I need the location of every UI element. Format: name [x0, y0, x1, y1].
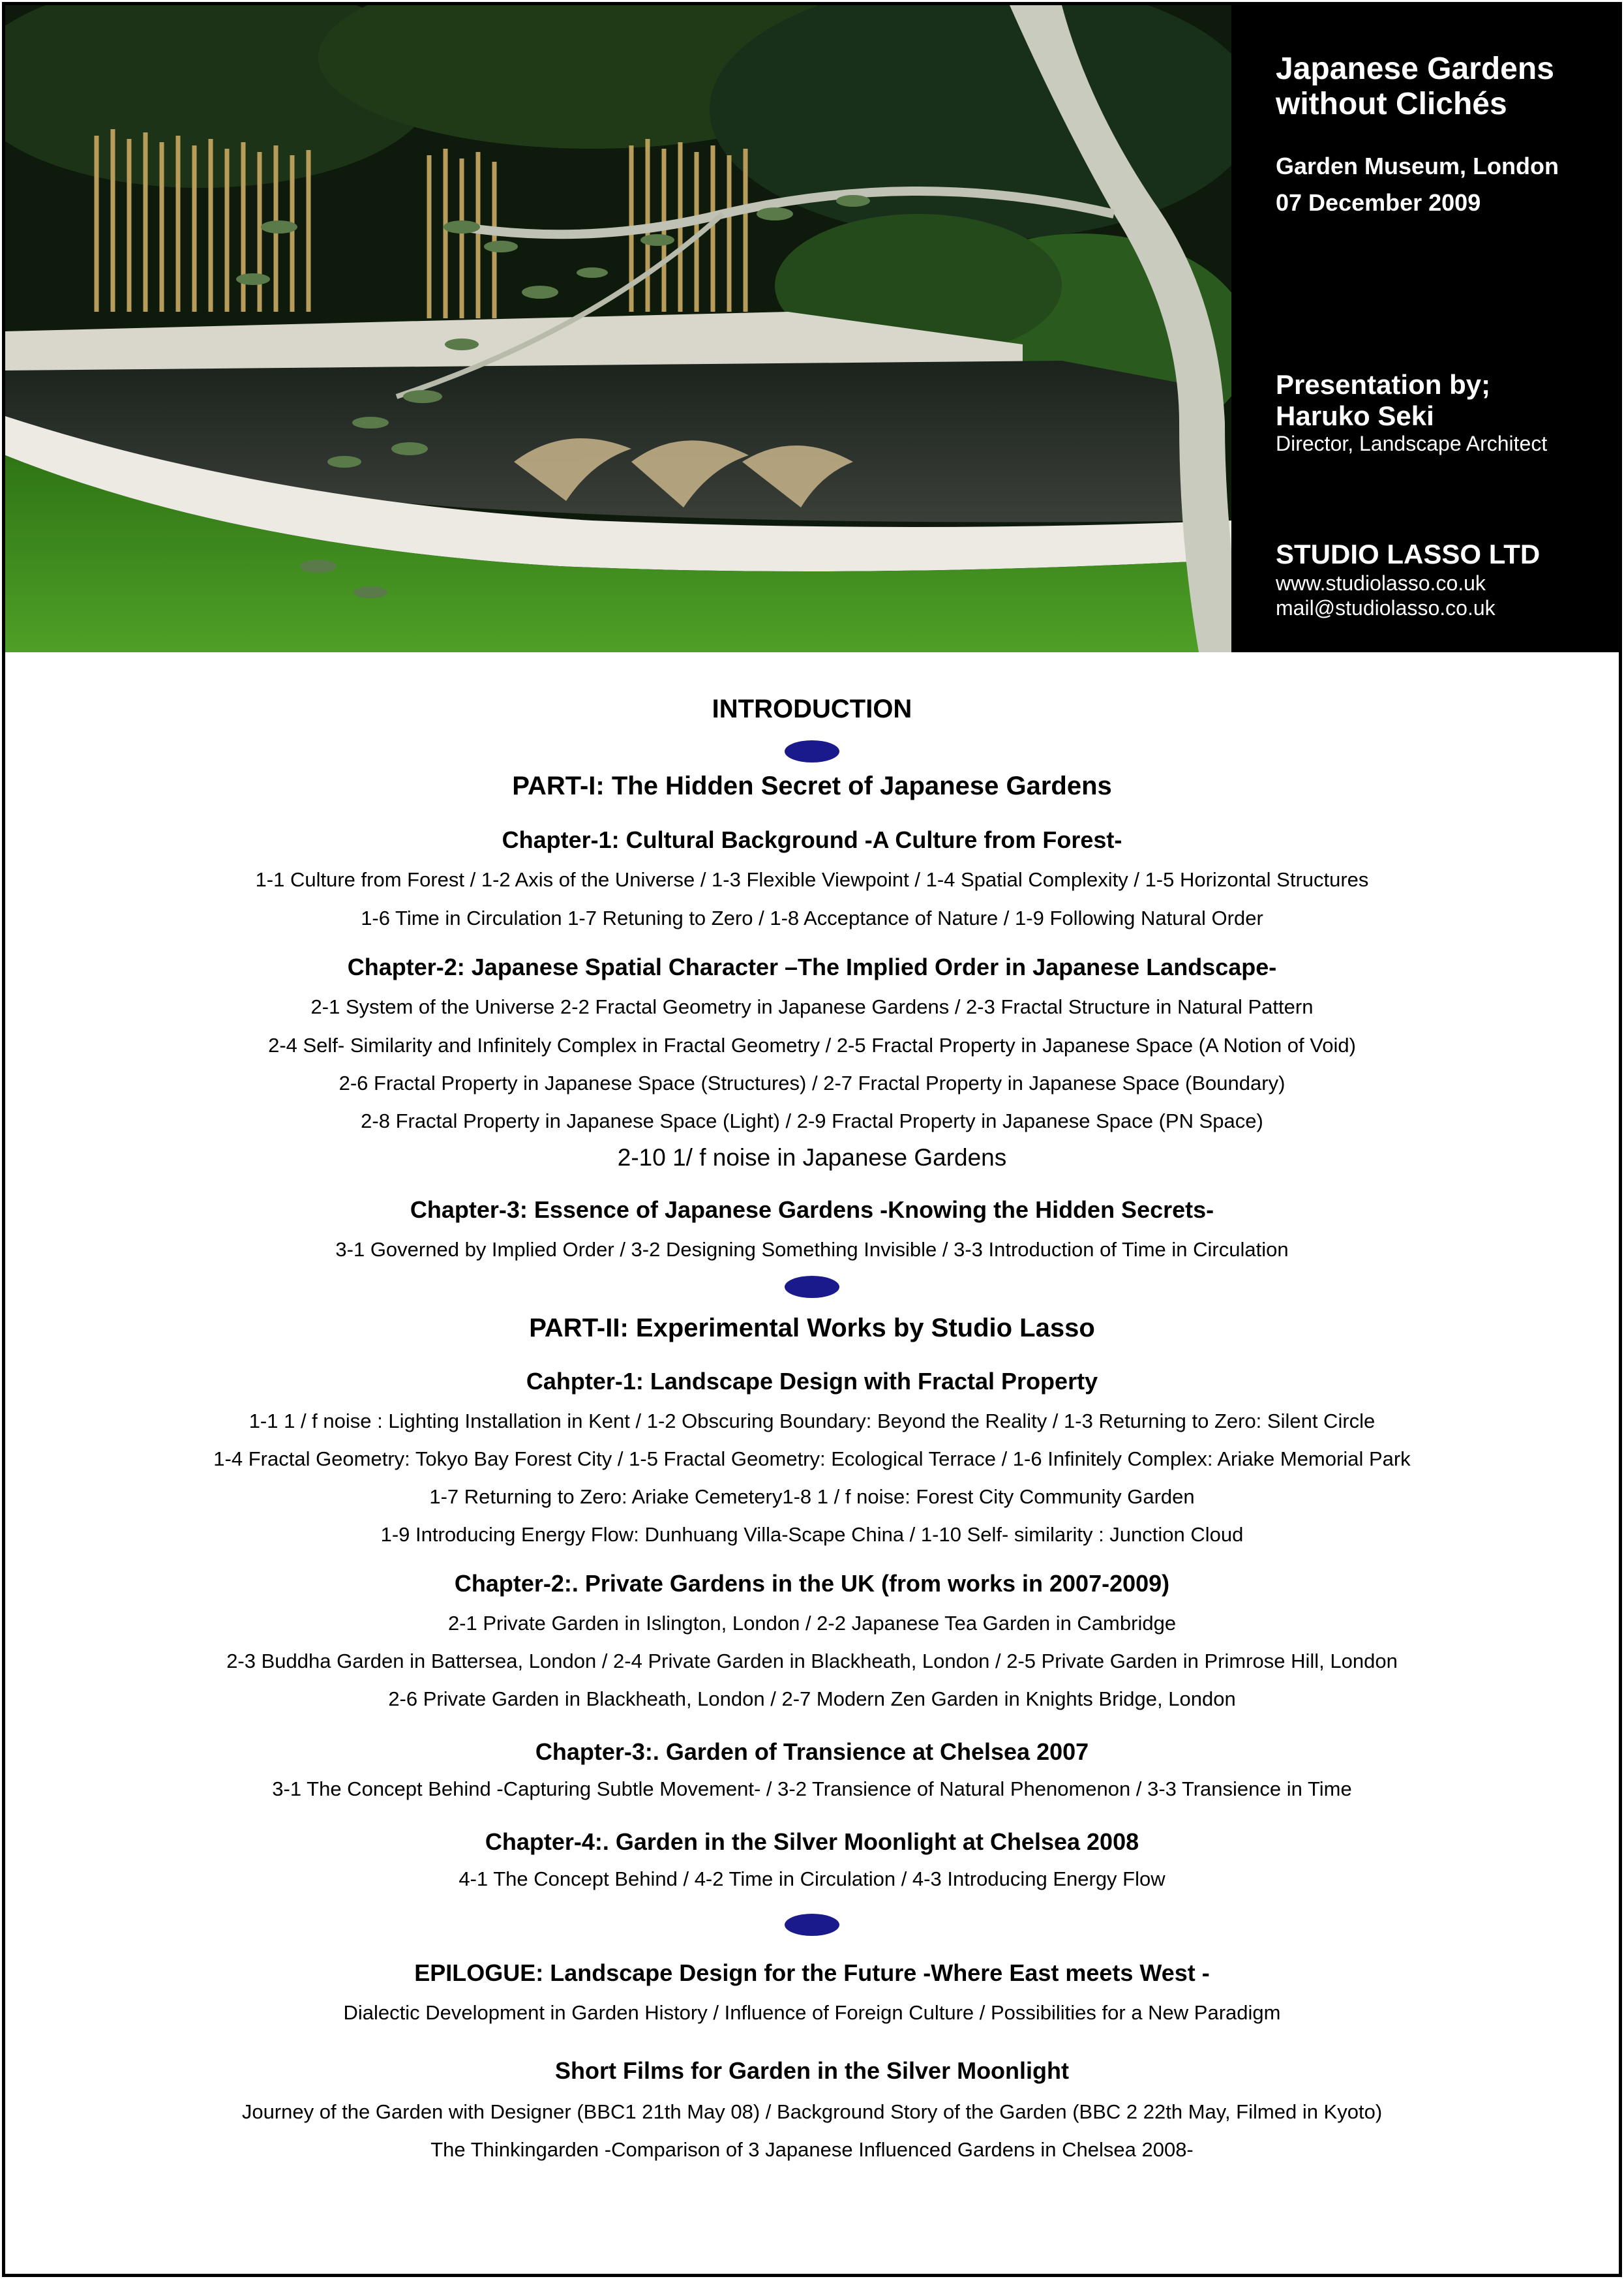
part2-ch1-line: 1-4 Fractal Geometry: Tokyo Bay Forest City / 1-5 Fractal Geometry: Ecological Terrace / 1-6 Infinitely Complex: Ariake Memorial Park [213, 1447, 1411, 1470]
title-line-1: Japanese Gardens [1276, 52, 1554, 86]
epilogue-title: EPILOGUE: Landscape Design for the Future -Where East meets West - [414, 1959, 1210, 1986]
event-date: 07 December 2009 [1276, 189, 1481, 216]
presenter-name: Haruko Seki [1276, 400, 1434, 431]
part1-ch3-title: Chapter-3: Essence of Japanese Gardens -Knowing the Hidden Secrets- [410, 1196, 1214, 1223]
part2-ch2-line: 2-3 Buddha Garden in Battersea, London / 2-4 Private Garden in Blackheath, London / 2-5 Private Garden in Primrose Hill, London [226, 1650, 1398, 1672]
part1-ch3-line: 3-1 Governed by Implied Order / 3-2 Designing Something Invisible / 3-3 Introduction of Time in Circulation [335, 1238, 1289, 1261]
introduction-heading: INTRODUCTION [712, 695, 912, 723]
venue: Garden Museum, London [1276, 153, 1559, 179]
part1-ch2-line: 2-6 Fractal Property in Japanese Space (Structures) / 2-7 Fractal Property in Japanese Space (Boundary) [338, 1072, 1286, 1094]
part2-ch1-line: 1-9 Introducing Energy Flow: Dunhuang Villa-Scape China / 1-10 Self- similarity : Junction Cloud [380, 1523, 1244, 1546]
presentation-by-label: Presentation by; [1276, 369, 1491, 400]
part1-ch2-line: 2-4 Self- Similarity and Infinitely Complex in Fractal Geometry / 2-5 Fractal Property in Japanese Space (A Notion of Void) [268, 1034, 1356, 1057]
part2-ch4-line: 4-1 The Concept Behind / 4-2 Time in Circulation / 4-3 Introducing Energy Flow [459, 1867, 1165, 1890]
part1-ch2-line: 2-8 Fractal Property in Japanese Space (Light) / 2-9 Fractal Property in Japanese Space (PN Space) [361, 1109, 1263, 1132]
part1-ch2-line: 2-10 1/ f noise in Japanese Gardens [617, 1144, 1007, 1171]
films-line: The Thinkingarden -Comparison of 3 Japanese Influenced Gardens in Chelsea 2008- [430, 2138, 1194, 2161]
films-title: Short Films for Garden in the Silver Moonlight [554, 2057, 1070, 2084]
part2-ch2-line: 2-1 Private Garden in Islington, London / 2-2 Japanese Tea Garden in Cambridge [447, 1612, 1177, 1635]
info-panel [1231, 5, 1619, 652]
part2-ch2-line: 2-6 Private Garden in Blackheath, London / 2-7 Modern Zen Garden in Knights Bridge, London [388, 1687, 1236, 1710]
part2-ch1-line: 1-1 1 / f noise : Lighting Installation in Kent / 1-2 Obscuring Boundary: Beyond the Reality / 1-3 Returning to Zero: Silent Circle [248, 1410, 1376, 1432]
part1-ch1-line: 1-1 Culture from Forest / 1-2 Axis of the Universe / 1-3 Flexible Viewpoint / 1-4 Spatial Complexity / 1-5 Horizontal Structures [255, 868, 1369, 891]
part1-ch1-line: 1-6 Time in Circulation 1-7 Retuning to Zero / 1-8 Acceptance of Nature / 1-9 Following Natural Order [361, 907, 1263, 929]
section-divider-oval [785, 740, 839, 762]
part2-ch4-title: Chapter-4:. Garden in the Silver Moonlight at Chelsea 2008 [485, 1828, 1139, 1855]
studio-name: STUDIO LASSO LTD [1276, 539, 1541, 569]
films-line: Journey of the Garden with Designer (BBC1 21th May 08) / Background Story of the Garden (BBC 2 22th May, Filmed in Kyoto) [241, 2100, 1383, 2123]
part1-ch2-title: Chapter-2: Japanese Spatial Character –The Implied Order in Japanese Landscape- [347, 954, 1277, 980]
section-divider-oval [785, 1276, 839, 1298]
garden-photo [5, 5, 1231, 652]
part2-ch1-title: Cahpter-1: Landscape Design with Fractal Property [526, 1368, 1098, 1395]
studio-email: mail@studiolasso.co.uk [1276, 596, 1496, 620]
part2-ch2-title: Chapter-2:. Private Gardens in the UK (from works in 2007-2009) [454, 1570, 1170, 1597]
epilogue-line: Dialectic Development in Garden History / Influence of Foreign Culture / Possibilities for a New Paradigm [343, 2001, 1281, 2024]
presenter-role: Director, Landscape Architect [1276, 432, 1548, 455]
part1-title: PART-I: The Hidden Secret of Japanese Gardens [512, 772, 1112, 800]
studio-website: www.studiolasso.co.uk [1276, 571, 1486, 595]
garden-illustration [5, 5, 1231, 652]
part2-ch3-line: 3-1 The Concept Behind -Capturing Subtle Movement- / 3-2 Transience of Natural Phenomenon / 3-3 Transience in Time [272, 1777, 1352, 1800]
part2-title: PART-II: Experimental Works by Studio Lasso [529, 1314, 1095, 1342]
part2-ch1-line: 1-7 Returning to Zero: Ariake Cemetery1-8 1 / f noise: Forest City Community Garden [429, 1485, 1195, 1508]
part1-ch1-title: Chapter-1: Cultural Background -A Culture from Forest- [502, 826, 1122, 853]
part2-ch3-title: Chapter-3:. Garden of Transience at Chelsea 2007 [535, 1738, 1089, 1765]
title-line-2: without Clichés [1276, 87, 1507, 121]
header-banner [5, 5, 1619, 652]
section-divider-oval [785, 1914, 839, 1936]
part1-ch2-line: 2-1 System of the Universe 2-2 Fractal Geometry in Japanese Gardens / 2-3 Fractal Structure in Natural Pattern [310, 995, 1314, 1018]
